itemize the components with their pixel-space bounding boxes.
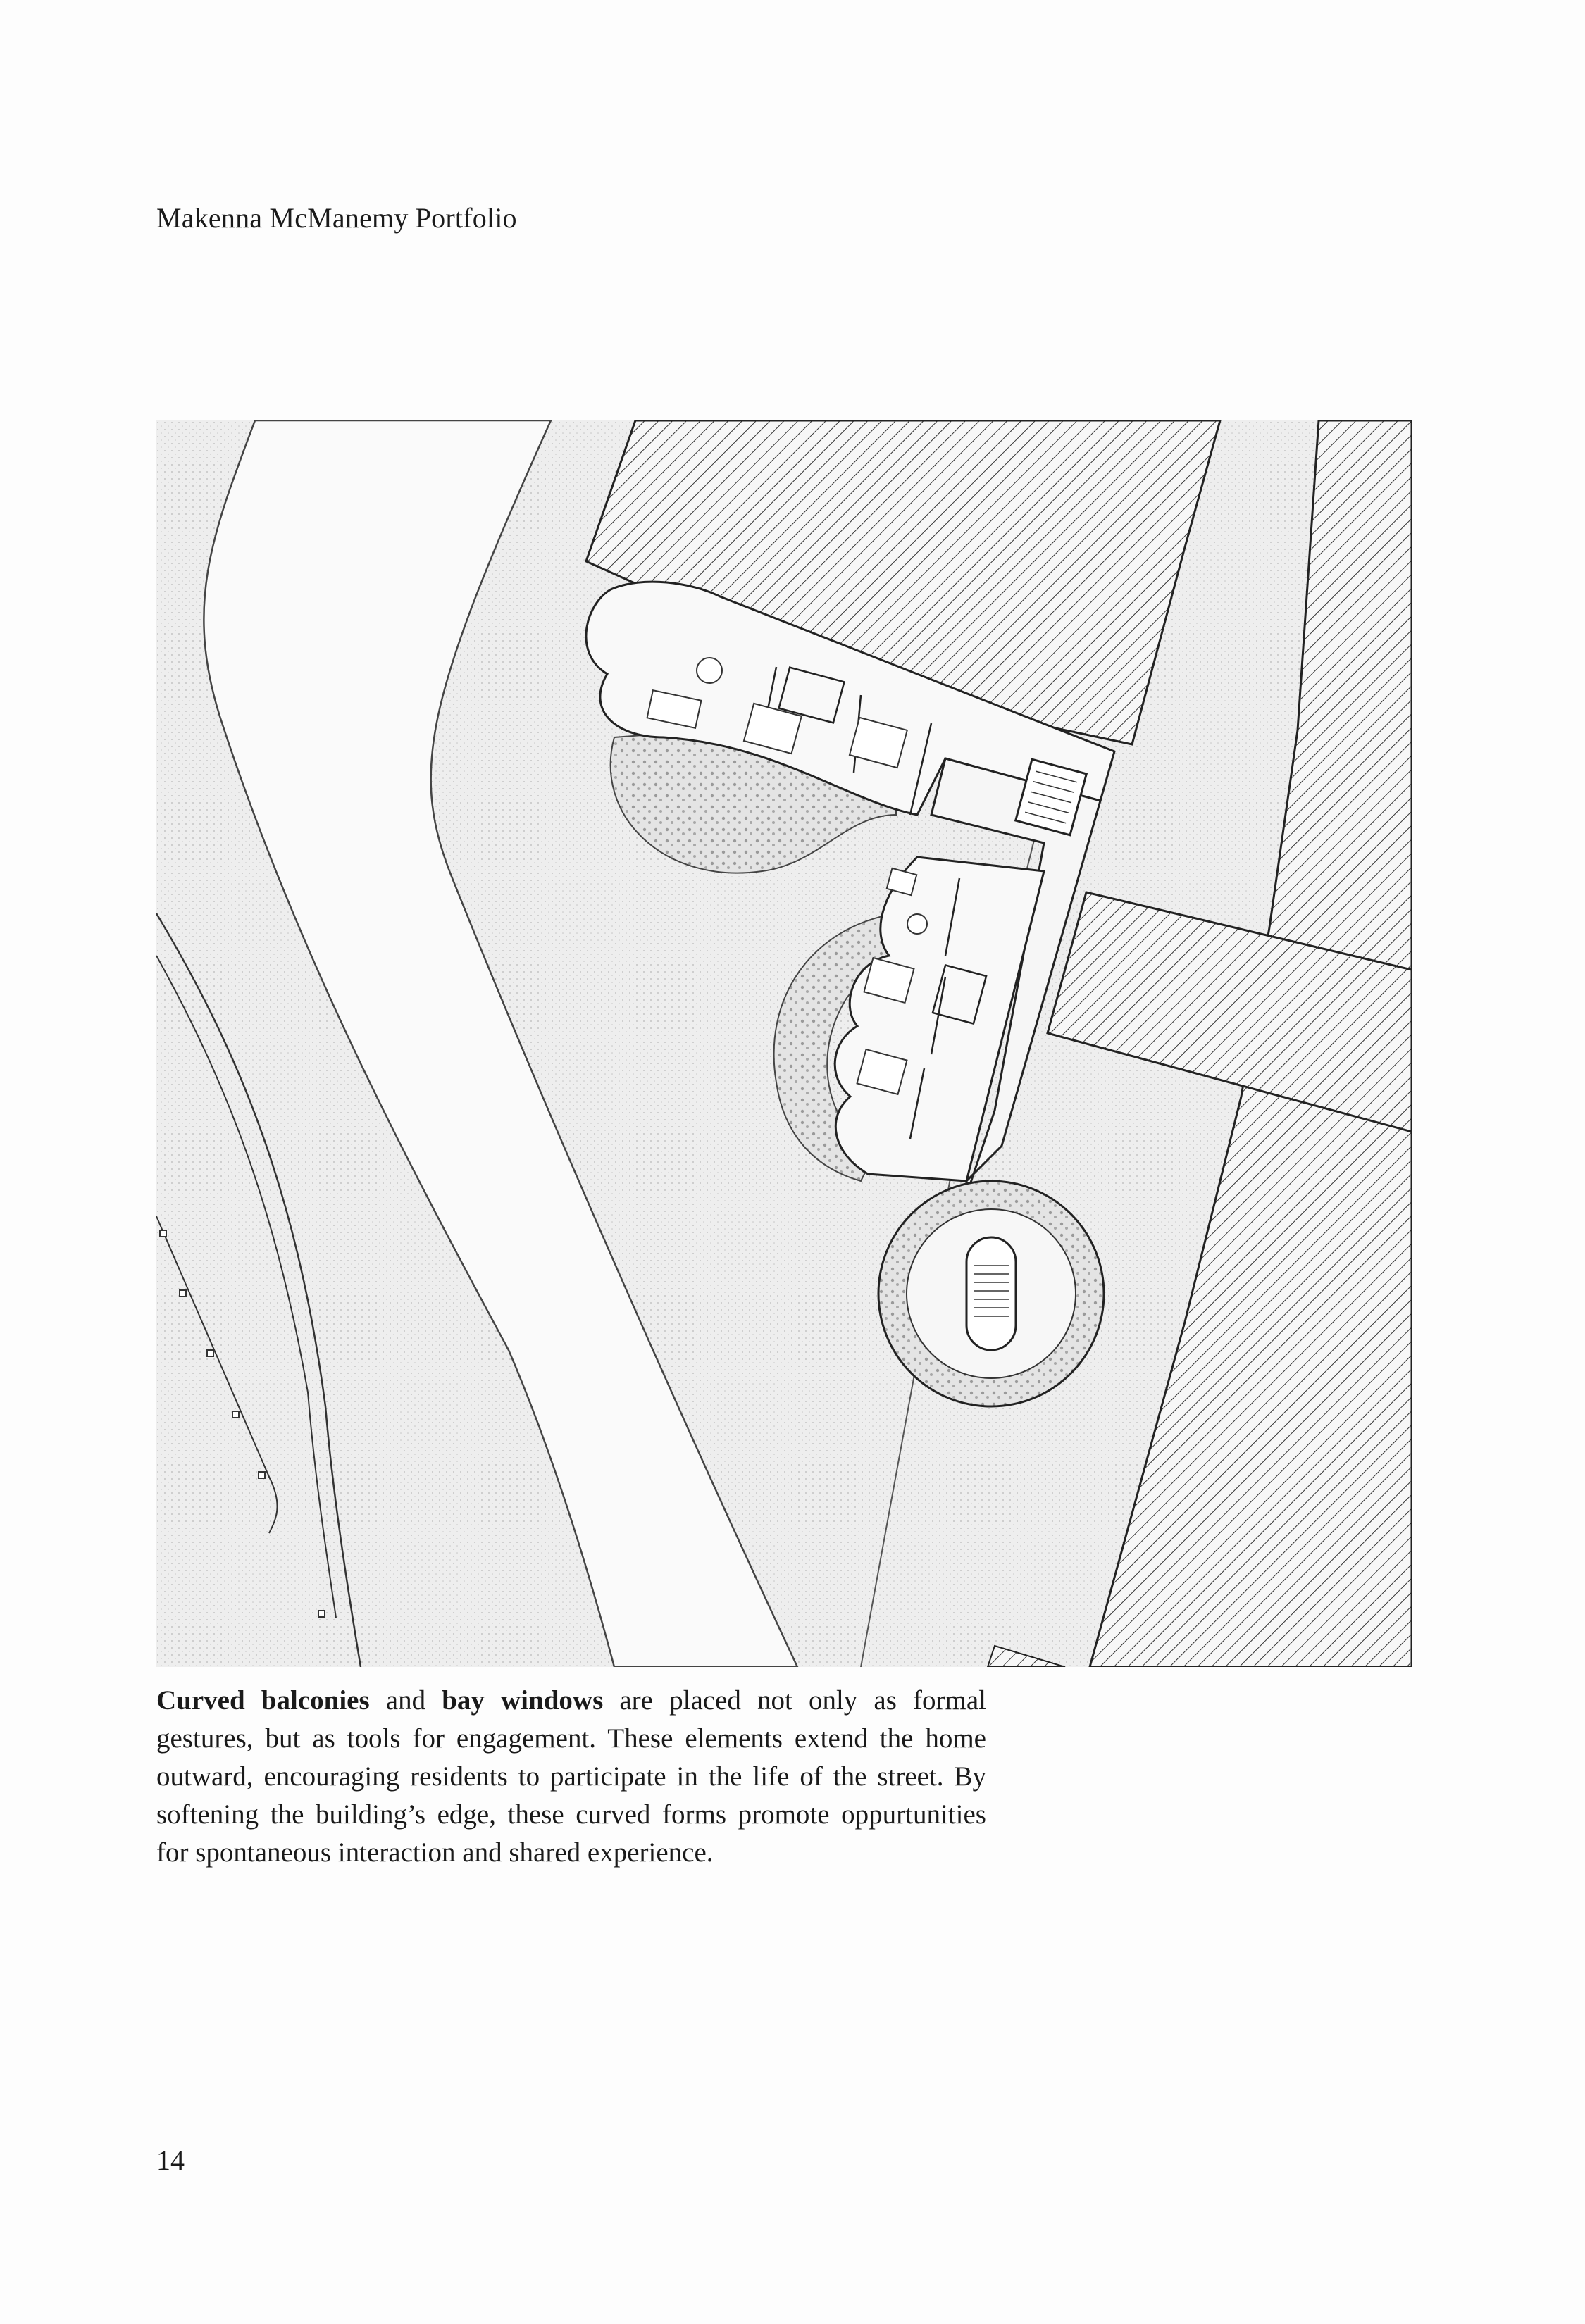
caption-body: are placed not only as formal gestures, but as tools for engagement. These elements extend the home outward, encouraging residents to participate in the life of the street. By softening the building’s edge, these curved forms promote oppurtunities for spontaneous interaction and shared experience. — [156, 1685, 986, 1868]
portfolio-header: Makenna McManemy Portfolio — [156, 202, 517, 234]
figure-caption — [156, 1682, 986, 1872]
caption-bold-bay-windows: bay windows — [442, 1685, 604, 1716]
site-plan-figure — [156, 420, 1412, 1667]
caption-text-and: and — [369, 1685, 442, 1716]
page-number: 14 — [156, 2144, 185, 2176]
caption-bold-curved-balconies: Curved balconies — [156, 1685, 370, 1716]
